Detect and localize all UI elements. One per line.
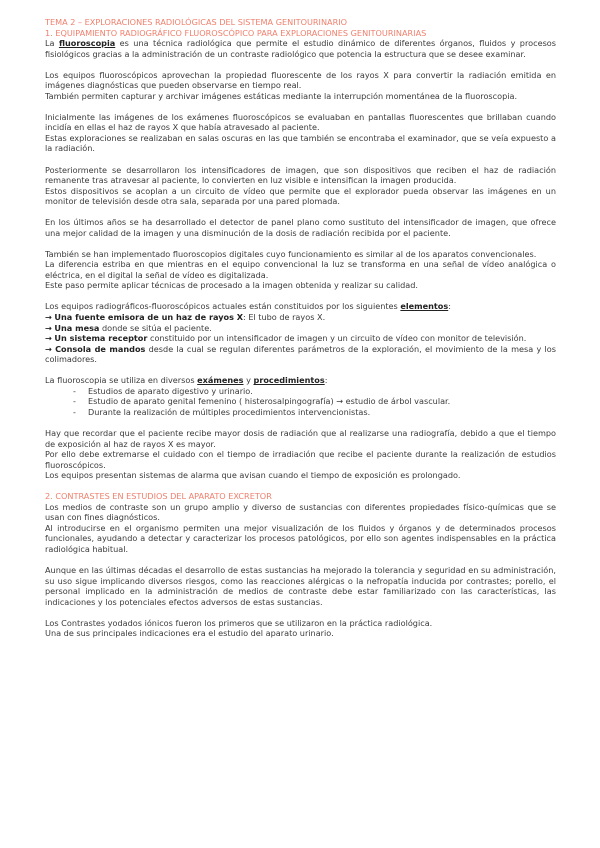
paragraph: Los Contrastes yodados iónicos fueron los primeros que se utilizaron en la práctica radiológica. [45,617,433,628]
list-item: - Estudio de aparato genital femenino ( histerosalpingografía) → estudio de árbol vascular. [73,396,556,407]
paragraph: Por ello debe extremarse el cuidado con el tiempo de irradiación que recibe el paciente durante la realización de estudios fluoroscópicos. [45,449,556,470]
list-item: - Durante la realización de múltiples procedimientos intervencionistas. [73,407,556,418]
paragraph-usos: La fluoroscopia se utiliza en diversos exámenes y procedimientos: [45,375,328,386]
paragraph: Posteriormente se desarrollaron los intensificadores de imagen, que son dispositivos que reciben el haz de radiación remanente tras atravesar al paciente, lo convierten en luz visible e intensifican la imagen producida. [45,164,556,186]
paragraph: Este paso permite aplicar técnicas de procesado a la imagen obtenida y realizar su calidad. [45,280,418,291]
uses-list [45,386,556,418]
paragraph: Estas exploraciones se realizaban en salas oscuras en las que también se encontraba el examinador, que se veía expuesto a la radiación. [45,132,556,154]
list-item: - Estudios de aparato digestivo y urinario. [73,386,556,397]
paragraph: También permiten capturar y archivar imágenes estáticas mediante la interrupción momentánea de la fluoroscopia. [45,90,518,101]
paragraph-elementos: Los equipos radiográficos-fluoroscópicos actuales están constituidos por los siguientes elementos: [45,301,451,312]
list-item: → Una mesa donde se sitúa el paciente. [45,322,212,333]
list-item: → Un sistema receptor constituido por un intensificador de imagen y un circuito de vídeo con monitor de televisión. [45,333,527,344]
term-elementos: elementos [400,301,449,312]
paragraph-fluoroscopia: La fluoroscopia es una técnica radiológica que permite el estudio dinámico de diferentes órganos, fluidos y procesos fisiológicos gracias a la administración de un contraste radiológico que potencia la estructura que se desee examinar. [45,38,557,59]
paragraph: En los últimos años se ha desarrollado el detector de panel plano como sustituto del intensificador de imagen, que ofrece una mejor calidad de la imagen y una disminución de la dosis de radiación recibida por el paciente. [45,217,556,238]
paragraph: Aunque en las últimas décadas el desarrollo de estas sustancias ha mejorado la tolerancia y seguridad en su administración, su uso sigue implicando diversos riesgos, como las reacciones alérgicas o la nefropatía inducida por contrastes; porello, el personal implicado en la administración de medios de contraste debe estar familiarizado con las características, las indicaciones y los potenciales efectos adversos de estas sustancias. [45,564,556,607]
paragraph: La diferencia estriba en que mientras en el equipo convencional la luz se transforma en una señal de vídeo analógica o eléctrica, en el digital la señal de vídeo es digitalizada. [45,259,556,280]
paragraph: Los medios de contraste son un grupo amplio y diverso de sustancias con diferentes propiedades físico-químicas que se usan con fines diagnósticos. [45,501,556,523]
term-examenes: exámenes [197,375,244,386]
arrow-icon: → [45,333,52,344]
paragraph: Los equipos fluoroscópicos aprovechan la propiedad fluorescente de los rayos X para convertir la radiación emitida en imágenes diagnósticas que pueden observarse en tiempo real. [45,69,556,91]
arrow-icon: → [45,312,52,323]
paragraph: Inicialmente las imágenes de los exámenes fluoroscópicos se evaluaban en pantallas fluorescentes que brillaban cuando incidía en ellas el haz de rayos X que había atravesado al paciente. [45,111,556,133]
paragraph: Al introducirse en el organismo permiten una mejor visualización de los fluidos y órganos y de determinados procesos funcionales, ayudando a detectar y caracterizar los procesos patológicos, por ello son agentes indispensables en la práctica radiológica habitual. [45,522,556,554]
document-title: TEMA 2 – EXPLORACIONES RADIOLÓGICAS DEL SISTEMA GENITOURINARIO [45,17,348,27]
list-item: → Consola de mandos desde la cual se regulan diferentes parámetros de la exploración, el movimiento de la mesa y los colimadores. [45,343,556,365]
section-1-heading: 1. EQUIPAMIENTO RADIOGRÁFICO FLUOROSCÓPICO PARA EXPLORACIONES GENITOURINARIAS [45,27,427,38]
arrow-icon: → [45,322,52,333]
arrow-icon: → [45,343,52,354]
term-procedimientos: procedimientos [253,375,325,386]
paragraph: También se han implementado fluoroscopios digitales cuyo funcionamiento es similar al de los aparatos convencionales. [45,248,537,259]
paragraph: Hay que recordar que el paciente recibe mayor dosis de radiación que al realizarse una radiografía, debido a que el tiempo de exposición al haz de rayos X es mayor. [45,427,556,449]
section-2-heading: 2. CONTRASTES EN ESTUDIOS DEL APARATO EXCRETOR [45,491,272,502]
term-fluoroscopia: fluoroscopia [58,38,116,49]
paragraph: Una de sus principales indicaciones era el estudio del aparato urinario. [45,628,334,639]
paragraph: Estos dispositivos se acoplan a un circuito de vídeo que permite que el explorador pueda observar las imágenes en un monitor de televisión desde otra sala, separada por una pared plomada. [45,185,556,207]
list-item: → Una fuente emisora de un haz de rayos X: El tubo de rayos X. [45,312,326,323]
paragraph: Los equipos presentan sistemas de alarma que avisan cuando el tiempo de exposición es prolongado. [45,470,461,481]
